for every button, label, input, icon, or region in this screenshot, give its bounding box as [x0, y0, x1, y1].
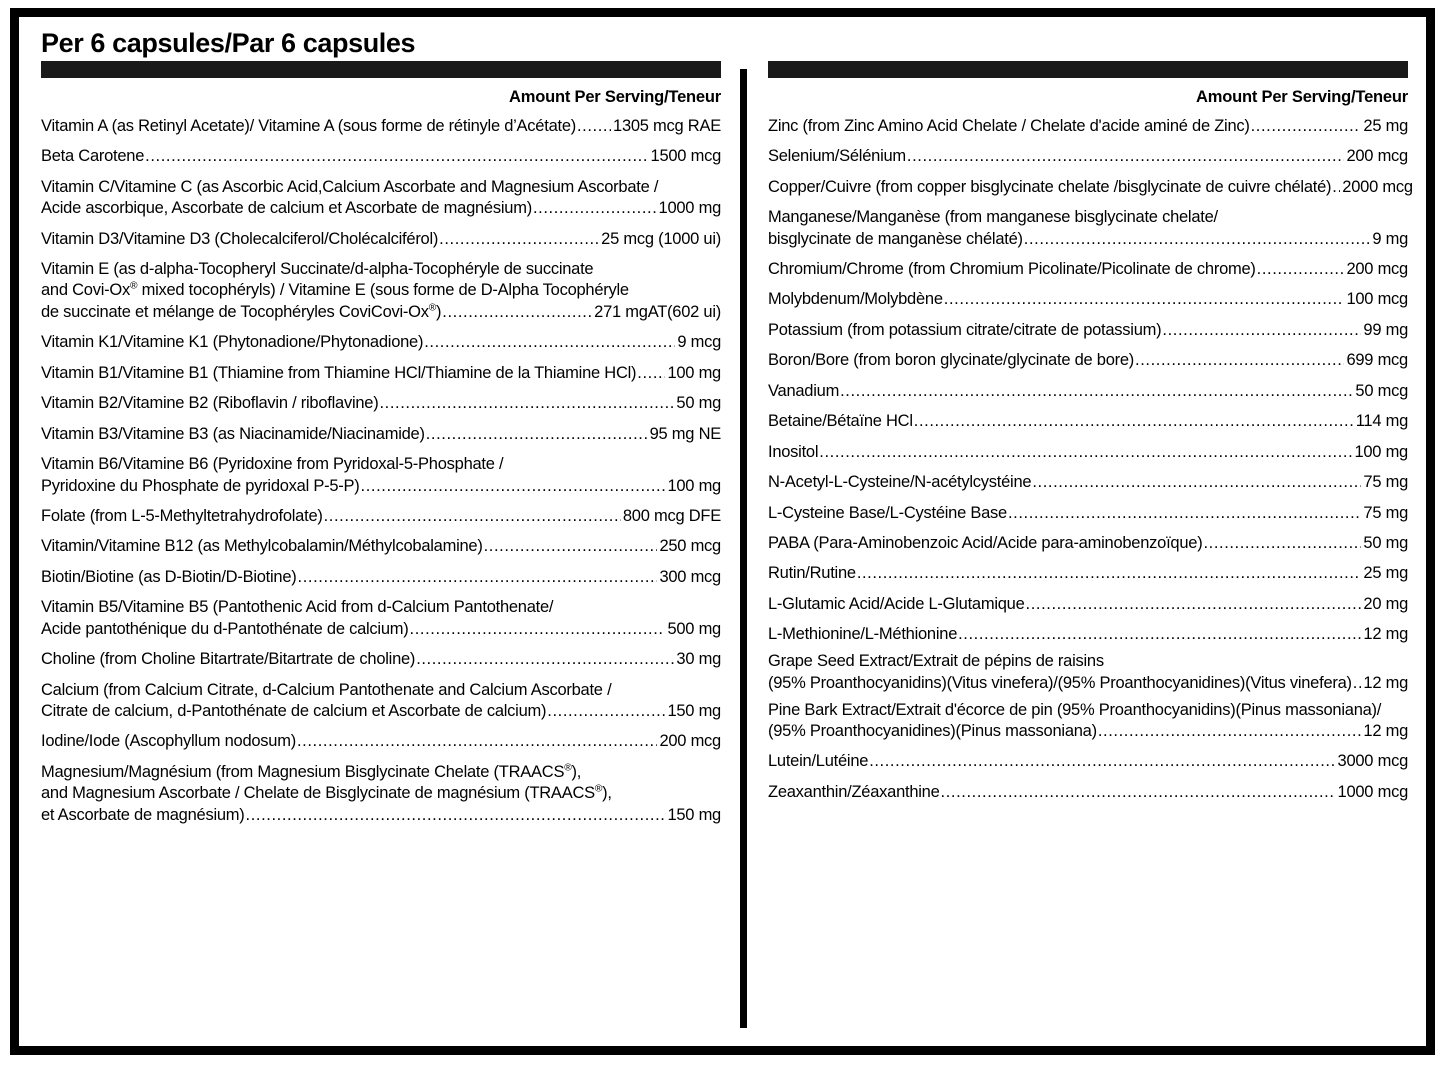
nutrient-final-line: [41, 229, 721, 250]
nutrient-final-line: [768, 721, 1408, 742]
dot-leader: [941, 782, 1336, 803]
nutrient-name-continuation: and Magnesium Ascorbate / Chelate de Bisglycinate de magnésium (TRAACS®),: [41, 783, 612, 803]
nutrient-name: Citrate de calcium, d-Pantothénate de calcium et Ascorbate de calcium): [41, 702, 547, 721]
nutrient-amount: 500 mg: [667, 619, 721, 638]
nutrient-name: Vitamin K1/Vitamine K1 (Phytonadione/Phytonadione): [41, 333, 424, 352]
dot-leader: [944, 289, 1345, 310]
nutrient-row: [768, 498, 1408, 528]
nutrient-amount: 20 mg: [1363, 594, 1408, 613]
nutrient-amount: 1000 mcg: [1337, 782, 1408, 801]
nutrient-name-continuation: Magnesium/Magnésium (from Magnesium Bisglycinate Chelate (TRAACS®),: [41, 762, 582, 781]
nutrient-final-line: [768, 624, 1408, 645]
nutrient-final-line: [768, 472, 1408, 493]
nutrient-row: [41, 501, 721, 531]
dot-leader: [914, 411, 1354, 432]
nutrient-final-line: [768, 673, 1408, 694]
nutrient-amount: 271 mgAT(602 ui): [594, 302, 721, 321]
dot-leader: [637, 363, 665, 384]
nutrient-amount: 50 mg: [1363, 533, 1408, 552]
dot-leader: [958, 624, 1361, 645]
nutrient-name: Vitamin D3/Vitamine D3 (Cholecalciferol/Cholécalciférol): [41, 229, 439, 248]
nutrient-name: Zeaxanthin/Zéaxanthine: [768, 782, 940, 801]
nutrient-name: PABA (Para-Aminobenzoic Acid/Acide para-aminobenzoïque): [768, 533, 1203, 552]
nutrient-amount: 2000 mcg: [1342, 177, 1413, 196]
nutrient-name-continuation: Grape Seed Extract/Extrait de pépins de raisins: [768, 652, 1104, 671]
nutrient-amount: 25 mg: [1363, 564, 1408, 583]
nutrient-name: Vitamin B2/Vitamine B2 (Riboflavin / riboflavine): [41, 394, 379, 413]
dot-leader: [1332, 177, 1340, 198]
dot-leader: [426, 424, 648, 445]
nutrient-final-line: [41, 731, 721, 752]
dot-leader: [577, 116, 611, 137]
nutrient-row: [41, 532, 721, 562]
nutrient-row: [768, 650, 1408, 695]
nutrient-row: [768, 255, 1408, 285]
nutrient-name-continuation: Calcium (from Calcium Citrate, d-Calcium Pantothenate and Calcium Ascorbate /: [41, 680, 612, 699]
nutrient-amount: 200 mcg: [1346, 260, 1408, 279]
nutrient-name: (95% Proanthocyanidins)(Vitus vinefera)/(95% Proanthocyanidines)(Vitus vinefera): [768, 673, 1352, 692]
nutrient-amount: 100 mg: [667, 363, 721, 382]
nutrient-name: L-Methionine/L-Méthionine: [768, 625, 958, 644]
nutrient-name-continuation: Vitamin E (as d-alpha-Tocopheryl Succinate/d-alpha-Tocophéryle de succinate: [41, 260, 594, 279]
nutrient-amount: 300 mcg: [659, 567, 721, 586]
nutrient-amount: 50 mcg: [1355, 381, 1408, 400]
nutrient-name-continuation: Manganese/Manganèse (from manganese bisglycinate chelate/: [768, 208, 1218, 227]
nutrient-final-line: [41, 332, 721, 353]
right-nutrient-list: [768, 111, 1413, 808]
nutrient-amount: 200 mcg: [659, 732, 721, 751]
nutrient-name: Folate (from L-5-Methyltetrahydrofolate): [41, 506, 323, 525]
nutrient-amount: 12 mg: [1363, 625, 1408, 644]
nutrient-row: [768, 376, 1408, 406]
nutrient-final-line: [41, 302, 721, 323]
nutrient-final-line: [41, 619, 721, 640]
nutrient-name-continuation: Vitamin C/Vitamine C (as Ascorbic Acid,Calcium Ascorbate and Magnesium Ascorbate /: [41, 177, 659, 196]
nutrient-name: Chromium/Chrome (from Chromium Picolinate/Picolinate de chrome): [768, 260, 1256, 279]
nutrient-row: [41, 562, 721, 592]
nutrient-amount: 150 mg: [667, 702, 721, 721]
dot-leader: [869, 751, 1335, 772]
nutrient-final-line: [41, 116, 721, 137]
nutrient-amount: 25 mcg (1000 ui): [601, 229, 721, 248]
nutrient-row: [768, 285, 1408, 315]
nutrient-final-line: [41, 363, 721, 384]
dot-leader: [1203, 533, 1361, 554]
dot-leader: [361, 476, 666, 497]
nutrient-final-line: [768, 146, 1408, 167]
nutrient-name: L-Glutamic Acid/Acide L-Glutamique: [768, 594, 1025, 613]
dot-leader: [379, 393, 674, 414]
dot-leader: [1257, 259, 1345, 280]
dot-leader: [1024, 229, 1371, 250]
nutrient-final-line: [768, 503, 1408, 524]
nutrient-amount: 1305 mcg RAE: [613, 116, 721, 135]
nutrient-final-line: [768, 563, 1408, 584]
dot-leader: [416, 649, 674, 670]
nutrient-amount: 75 mg: [1363, 503, 1408, 522]
nutrient-row: [41, 450, 721, 502]
nutrient-final-line: [768, 533, 1408, 554]
nutrient-name: Vitamin B3/Vitamine B3 (as Niacinamide/Niacinamide): [41, 424, 425, 443]
nutrient-final-line: [41, 506, 721, 527]
nutrient-final-line: [41, 198, 721, 219]
dot-leader: [1135, 350, 1344, 371]
dot-leader: [484, 536, 658, 557]
nutrient-amount: 75 mg: [1363, 473, 1408, 492]
nutrient-amount: 100 mcg: [1346, 290, 1408, 309]
nutrient-name: Molybdenum/Molybdène: [768, 290, 943, 309]
nutrient-name: Choline (from Choline Bitartrate/Bitartrate de choline): [41, 650, 416, 669]
nutrient-row: [768, 346, 1408, 376]
left-column-rule-bar: [41, 61, 721, 78]
nutrient-name-continuation: Vitamin B5/Vitamine B5 (Pantothenic Acid from d-Calcium Pantothenate/: [41, 598, 554, 617]
nutrient-name: Beta Carotene: [41, 147, 145, 166]
nutrient-final-line: [41, 536, 721, 557]
nutrient-amount: 200 mcg: [1346, 147, 1408, 166]
nutrient-row: [768, 528, 1408, 558]
nutrient-final-line: [41, 567, 721, 588]
nutrient-amount: 3000 mcg: [1337, 752, 1408, 771]
nutrient-final-line: [41, 393, 721, 414]
dot-leader: [145, 146, 648, 167]
nutrient-row: [768, 777, 1408, 807]
nutrient-final-line: [768, 289, 1408, 310]
dot-leader: [547, 701, 665, 722]
nutrient-final-line: [768, 259, 1408, 280]
left-column: [29, 61, 729, 1040]
nutrient-amount: 9 mcg: [677, 333, 721, 352]
nutrient-row: [768, 142, 1408, 172]
dot-leader: [857, 563, 1362, 584]
nutrient-amount: 1000 mg: [658, 199, 721, 218]
nutrient-final-line: [768, 116, 1408, 137]
nutrient-name: (95% Proanthocyanidines)(Pinus massoniana): [768, 722, 1097, 741]
column-divider: [740, 69, 747, 1028]
nutrient-name: Inositol: [768, 442, 819, 461]
nutrient-columns: [29, 61, 1418, 1040]
dot-leader: [1026, 594, 1362, 615]
nutrient-row: [768, 172, 1413, 202]
nutrient-amount: 250 mcg: [659, 537, 721, 556]
dot-leader: [1008, 503, 1361, 524]
dot-leader: [1162, 320, 1361, 341]
nutrient-row: [41, 172, 721, 224]
page-title: Per 6 capsules/Par 6 capsules: [41, 28, 416, 58]
left-amount-per-serving-header: Amount Per Serving/Teneur: [509, 88, 721, 107]
nutrient-row: [768, 747, 1408, 777]
nutrient-name: Lutein/Lutéine: [768, 752, 869, 771]
dot-leader: [1098, 721, 1362, 742]
nutrient-final-line: [41, 424, 721, 445]
nutrient-name: Rutin/Rutine: [768, 564, 856, 583]
nutrient-name: Biotin/Biotine (as D-Biotin/D-Biotine): [41, 567, 297, 586]
nutrient-amount: 95 mg NE: [649, 424, 721, 443]
nutrient-final-line: [41, 146, 721, 167]
nutrient-name: Vitamin A (as Retinyl Acetate)/ Vitamine A (sous forme de rétinyle d’Acétate): [41, 116, 576, 135]
nutrient-final-line: [41, 476, 721, 497]
dot-leader: [424, 332, 675, 353]
dot-leader: [1251, 116, 1362, 137]
nutrient-final-line: [41, 701, 721, 722]
nutrient-row: [768, 468, 1408, 498]
dot-leader: [840, 381, 1353, 402]
nutrient-name: Vitamin B1/Vitamine B1 (Thiamine from Thiamine HCl/Thiamine de la Thiamine HCl): [41, 363, 637, 382]
nutrient-name: Vitamin/Vitamine B12 (as Methylcobalamin/Méthylcobalamine): [41, 537, 483, 556]
nutrient-name: Iodine/Iode (Ascophyllum nodosum): [41, 732, 296, 751]
nutrient-amount: 100 mg: [1354, 442, 1408, 461]
nutrient-amount: 9 mg: [1372, 229, 1408, 248]
nutrient-name-continuation: and Covi-Ox® mixed tocophéryls) / Vitamine E (sous forme de D-Alpha Tocophéryle: [41, 280, 629, 300]
nutrient-amount: 114 mg: [1355, 412, 1408, 431]
nutrient-name-continuation: Pine Bark Extract/Extrait d'écorce de pin (95% Proanthocyanidins)(Pinus massoniana)/: [768, 700, 1382, 719]
nutrient-row: [41, 358, 721, 388]
nutrient-row: [41, 727, 721, 757]
dot-leader: [819, 442, 1352, 463]
nutrient-row: [41, 389, 721, 419]
nutrient-row: [768, 315, 1408, 345]
nutrient-name: Acide pantothénique du d-Pantothénate de calcium): [41, 619, 409, 638]
nutrient-amount: 12 mg: [1363, 673, 1408, 692]
right-amount-per-serving-header: Amount Per Serving/Teneur: [1196, 88, 1408, 107]
nutrient-row: [41, 645, 721, 675]
dot-leader: [298, 567, 658, 588]
nutrient-name: Potassium (from potassium citrate/citrate de potassium): [768, 320, 1162, 339]
nutrient-final-line: [41, 805, 721, 826]
nutrient-row: [41, 675, 721, 727]
nutrient-name: bisglycinate de manganèse chélaté): [768, 229, 1023, 248]
dot-leader: [297, 731, 657, 752]
dot-leader: [442, 302, 592, 323]
nutrient-row: [768, 695, 1408, 747]
nutrient-row: [768, 407, 1408, 437]
nutrient-amount: 1500 mcg: [650, 147, 721, 166]
nutrient-amount: 30 mg: [676, 650, 721, 669]
nutrient-row: [41, 328, 721, 358]
nutrient-row: [768, 559, 1408, 589]
nutrient-name: et Ascorbate de magnésium): [41, 805, 245, 824]
nutrient-name: Boron/Bore (from boron glycinate/glycinate de bore): [768, 351, 1135, 370]
nutrient-name: Acide ascorbique, Ascorbate de calcium et Ascorbate de magnésium): [41, 199, 532, 218]
nutrient-final-line: [768, 411, 1408, 432]
nutrient-final-line: [41, 649, 721, 670]
nutrient-name: Betaine/Bétaïne HCl: [768, 412, 913, 431]
nutrient-final-line: [768, 442, 1408, 463]
nutrient-amount: 12 mg: [1363, 722, 1408, 741]
label-border-frame: [10, 8, 1435, 1055]
nutrient-final-line: [768, 782, 1408, 803]
nutrient-name-continuation: Vitamin B6/Vitamine B6 (Pyridoxine from Pyridoxal-5-Phosphate /: [41, 455, 504, 474]
nutrient-row: [41, 111, 721, 141]
nutrient-final-line: [768, 751, 1408, 772]
nutrient-row: [768, 620, 1408, 650]
nutrient-name: Zinc (from Zinc Amino Acid Chelate / Chelate d'acide aminé de Zinc): [768, 116, 1250, 135]
nutrient-amount: 25 mg: [1363, 116, 1408, 135]
nutrient-row: [768, 589, 1408, 619]
nutrient-row: [768, 203, 1408, 255]
nutrient-row: [768, 111, 1408, 141]
nutrient-final-line: [768, 177, 1413, 198]
right-column-rule-bar: [768, 61, 1408, 78]
nutrient-name: L-Cysteine Base/L-Cystéine Base: [768, 503, 1007, 522]
nutrient-final-line: [768, 381, 1408, 402]
nutrient-name: de succinate et mélange de Tocophéryles CoviCovi-Ox®): [41, 302, 442, 321]
nutrient-row: [41, 757, 721, 830]
nutrient-final-line: [768, 350, 1408, 371]
nutrient-name: Vanadium: [768, 381, 840, 400]
nutrient-amount: 699 mcg: [1346, 351, 1408, 370]
nutrient-amount: 50 mg: [676, 394, 721, 413]
nutrient-final-line: [768, 229, 1408, 250]
dot-leader: [410, 619, 666, 640]
dot-leader: [246, 805, 666, 826]
dot-leader: [907, 146, 1345, 167]
dot-leader: [439, 229, 599, 250]
nutrient-name: N-Acetyl-L-Cysteine/N-acétylcystéine: [768, 473, 1032, 492]
nutrient-final-line: [768, 594, 1408, 615]
nutrient-final-line: [768, 320, 1408, 341]
nutrient-row: [768, 437, 1408, 467]
nutrient-name: Copper/Cuivre (from copper bisglycinate chelate /bisglycinate de cuivre chélaté): [768, 177, 1332, 196]
nutrient-name: Pyridoxine du Phosphate de pyridoxal P-5-P): [41, 476, 360, 495]
nutrient-amount: 800 mcg DFE: [622, 506, 721, 525]
nutrient-row: [41, 224, 721, 254]
nutrient-name: Selenium/Sélénium: [768, 147, 906, 166]
nutrient-amount: 150 mg: [667, 805, 721, 824]
nutrient-row: [41, 593, 721, 645]
nutrient-amount: 100 mg: [667, 476, 721, 495]
dot-leader: [1032, 472, 1361, 493]
nutrient-row: [41, 142, 721, 172]
dot-leader: [1353, 673, 1362, 694]
nutrient-amount: 99 mg: [1363, 320, 1408, 339]
nutrient-row: [41, 255, 721, 328]
right-column: [758, 61, 1418, 1040]
dot-leader: [533, 198, 657, 219]
dot-leader: [324, 506, 621, 527]
nutrient-row: [41, 419, 721, 449]
left-nutrient-list: [41, 111, 721, 830]
